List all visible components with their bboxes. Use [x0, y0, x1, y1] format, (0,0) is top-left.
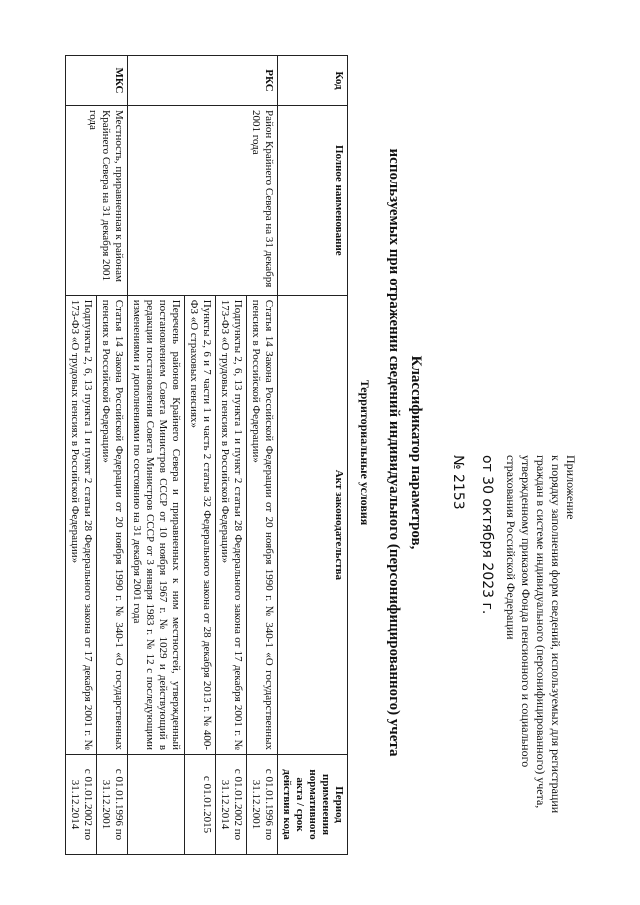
classifier-table [65, 55, 348, 855]
act-cell: Подпункты 2, 6, 13 пункта 1 и пункт 2 статьи 28 Федерального закона от 17 декабря 2001 г. № 173-ФЗ «О трудовых пенсиях в Российской Федерации» [216, 295, 247, 754]
period-cell: с 01.01.1996 по 31.12.2001 [247, 755, 278, 855]
header-code: Код [278, 56, 348, 106]
order-number: № 2153 [450, 455, 466, 510]
appendix-line: граждан в системе индивидуального (персонифицированного) учета, [534, 455, 548, 809]
appendix-header [503, 455, 578, 875]
code-cell: РКС [128, 56, 278, 106]
header-name: Полное наименование [278, 105, 348, 295]
act-cell: Подпункты 2, 6, 13 пункта 1 и пункт 2 статьи 28 Федерального закона от 17 декабря 2001 г. № 173-ФЗ «О трудовых пенсиях в Российской Федерации» [66, 295, 97, 754]
appendix-line: Приложение [564, 455, 578, 520]
act-cell: Статья 14 Закона Российской Федерации от 20 ноября 1990 г. № 340-1 «О государственных пенсиях в Российской Федерации» [97, 295, 128, 754]
appendix-line: к порядку заполнения форм сведений, используемых для регистрации [549, 455, 563, 814]
document-title-continued: используемых при отражении сведений индивидуального (персонифицированного) учета [386, 148, 402, 757]
code-cell: МКС [66, 56, 128, 106]
section-subtitle: Территориальные условия [358, 379, 372, 526]
period-cell: с 01.01.2002 по 31.12.2014 [216, 755, 247, 855]
period-cell: с 01.01.2002 по 31.12.2014 [66, 755, 97, 855]
act-cell: Перечень районов Крайнего Севера и приравненных к ним местностей, утвержденный постановлением Совета Министров СССР от 10 ноября 1967 г. № 1029 и действующий в редакции постановления Совета Министров СССР от 3 января 1983 г. № 12 с последующими изменениями и дополнениями по состоянию на 31 декабря 2001 года [128, 295, 185, 754]
act-cell: Статья 14 Закона Российской Федерации от 20 ноября 1990 г. № 340-1 «О государственных пенсиях в Российской Федерации» [247, 295, 278, 754]
name-cell: Местность, приравненная к районам Крайнего Севера на 31 декабря 2001 года [66, 105, 128, 295]
header-period: Период применения нормативного акта / срок действия кода [278, 755, 348, 855]
table-row [247, 56, 278, 855]
appendix-line: утвержденному приказом Фонда пенсионного и социального [519, 455, 533, 768]
appendix-line: страхования Российской Федерации [504, 455, 518, 640]
period-cell [128, 755, 185, 855]
period-cell: с 01.01.2015 [185, 755, 216, 855]
act-cell: Пункты 2, 6 и 7 части 1 и часть 2 статьи 32 Федерального закона от 28 декабря 2013 г. № 400-ФЗ «О страховых пенсиях» [185, 295, 216, 754]
header-act: Акт законодательства [278, 295, 348, 754]
table-header-row [278, 56, 348, 855]
document-title: Классификатор параметров, [408, 355, 424, 550]
table-row [97, 56, 128, 855]
order-date: от 30 октября 2023 г. [479, 455, 495, 615]
name-cell: Район Крайнего Севера на 31 декабря 2001 года [128, 105, 278, 295]
period-cell: с 01.01.1996 по 31.12.2001 [97, 755, 128, 855]
